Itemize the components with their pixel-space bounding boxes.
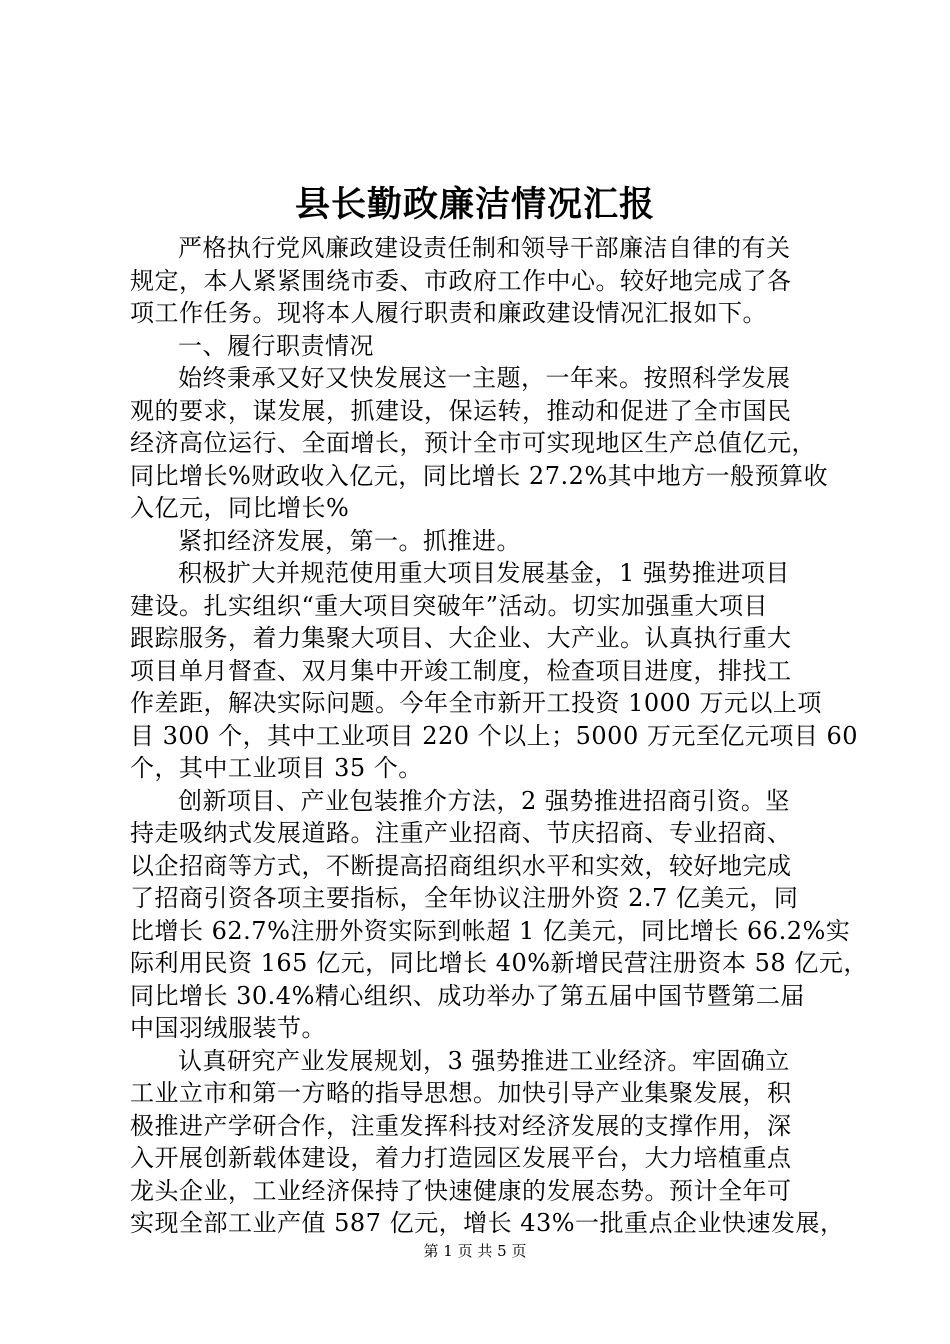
paragraph (130, 785, 868, 1045)
text-line: 同比增长 30.4%精心组织、成功举办了第五届中国节暨第二届 (130, 981, 805, 1010)
text-line: 以企招商等方式，不断提高招商组织水平和实效，较好地完成 (130, 851, 792, 880)
paragraph (130, 1045, 845, 1240)
text-line: 个，其中工业项目 35 个。 (130, 754, 423, 782)
document-body (130, 232, 868, 1240)
text-line: 比增长 62.7%注册外资实际到帐超 1 亿美元，同比增长 66.2%实 (130, 916, 851, 945)
text-line: 观的要求，谋发展，抓建设，保运转，推动和促进了全市国民 (130, 396, 792, 425)
paragraph (130, 330, 828, 363)
text-line: 入亿元，同比增长% (130, 494, 350, 522)
text-line: 经济高位运行、全面增长，预计全市可实现地区生产总值亿元， (130, 429, 816, 457)
text-line: 工业立市和第一方略的指导思想。加快引导产业集聚发展，积 (130, 1079, 792, 1107)
text-line: 紧扣经济发展，第一。抓推进。 (178, 526, 521, 555)
text-line: 持走吸纳式发展道路。注重产业招商、节庆招商、专业招商、 (130, 819, 792, 847)
document-title: 县长勤政廉洁情况汇报 (294, 184, 655, 225)
text-line: 入开展创新载体建设，着力打造园区发展平台，大力培植重点 (130, 1144, 792, 1172)
paragraph (130, 557, 859, 785)
text-line: 创新项目、产业包装推介方法，2 强势推进招商引资。坚 (178, 786, 790, 815)
text-line: 严格执行党风廉政建设责任制和领导干部廉洁自律的有关 (178, 234, 791, 262)
text-line: 目 300 个，其中工业项目 220 个以上；5000 万元至亿元项目 60 (130, 721, 859, 750)
paragraph (130, 362, 828, 525)
text-line: 中国羽绒服装节。 (130, 1014, 326, 1042)
text-line: 同比增长%财政收入亿元，同比增长 27.2%其中地方一般预算收 (130, 461, 829, 490)
text-line: 极推进产学研合作，注重发挥科技对经济发展的支撑作用，深 (130, 1111, 792, 1140)
text-line: 积极扩大并规范使用重大项目发展基金，1 强势推进项目 (178, 559, 790, 587)
text-line: 了招商引资各项主要指标，全年协议注册外资 2.7 亿美元，同 (130, 884, 799, 912)
paragraph (130, 232, 828, 330)
text-line: 实现全部工业产值 587 亿元，增长 43%一批重点企业快速发展， (130, 1209, 845, 1237)
text-line: 规定，本人紧紧围绕市委、市政府工作中心。较好地完成了各 (130, 266, 792, 295)
text-line: 项工作任务。现将本人履行职责和廉政建设情况汇报如下。 (130, 299, 767, 327)
text-line: 认真研究产业发展规划，3 强势推进工业经济。牢固确立 (178, 1046, 790, 1075)
text-line: 作差距，解决实际问题。今年全市新开工投资 1000 万元以上项 (130, 689, 822, 717)
page-footer: 第 1 页 共 5 页 (423, 1242, 527, 1260)
text-line: 一、履行职责情况 (178, 331, 374, 360)
text-line: 跟踪服务，着力集聚大项目、大企业、大产业。认真执行重大 (130, 624, 792, 652)
paragraph (130, 525, 828, 558)
text-line: 始终秉承又好又快发展这一主题，一年来。按照科学发展 (178, 364, 791, 392)
text-line: 际利用民资 165 亿元，同比增长 40%新增民营注册资本 58 亿元， (130, 949, 868, 977)
text-line: 建设。扎实组织“重大项目突破年”活动。切实加强重大项目 (130, 591, 769, 620)
text-line: 项目单月督查、双月集中开竣工制度，检查项目进度，排找工 (130, 656, 792, 685)
text-line: 龙头企业，工业经济保持了快速健康的发展态势。预计全年可 (130, 1176, 792, 1205)
